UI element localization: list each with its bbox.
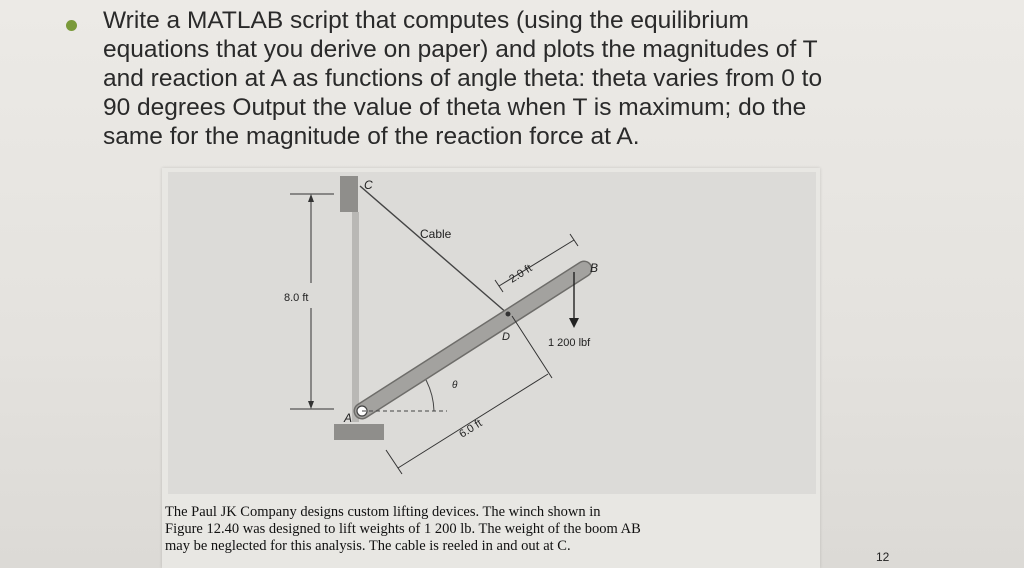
wall-mount-c (340, 176, 358, 212)
label-db-length: 2.0 ft (507, 262, 535, 286)
label-theta: θ (452, 380, 458, 391)
dim-ad-ext-d (512, 316, 552, 378)
dim-db-tick-right (570, 234, 578, 246)
dim-arrow-bottom (308, 401, 314, 409)
base-support-a (334, 424, 384, 440)
label-a: A (344, 411, 353, 425)
page-number: 12 (876, 550, 890, 564)
figure-panel (162, 168, 820, 568)
dim-db-tick-left (495, 280, 503, 292)
label-c: C (364, 178, 373, 192)
figure-caption: The Paul JK Company designs custom lifting devices. The winch shown in Figure 12.40 was designed to lift weights of 1 200 lb. The weight of the boom AB may be neglected for this analysis. The cable is reeled in and out at C. (165, 504, 641, 554)
pin-d (506, 312, 511, 317)
winch-diagram (162, 168, 820, 504)
load-arrow-head (569, 318, 579, 328)
bullet-dot (66, 20, 77, 31)
dim-ad-ext-a (386, 450, 402, 474)
angle-arc (426, 380, 434, 411)
slide-bullet (66, 6, 966, 151)
label-height: 8.0 ft (284, 292, 309, 304)
label-d: D (502, 331, 510, 343)
dim-arrow-top (308, 194, 314, 202)
label-ad-length: 6.0 ft (457, 417, 485, 441)
problem-statement: Write a MATLAB script that computes (using the equilibrium equations that you derive on paper) and plots the magnitudes of T and reaction at A as functions of angle theta: theta varies from 0 to 90 degrees Output the value of theta when T is maximum; do the same for the magnitude of the reaction force at A. (103, 7, 823, 150)
cable-line (360, 186, 508, 314)
label-load: 1 200 lbf (548, 337, 591, 349)
label-b: B (590, 261, 599, 275)
wall-post (352, 212, 359, 422)
label-cable: Cable (420, 227, 452, 241)
